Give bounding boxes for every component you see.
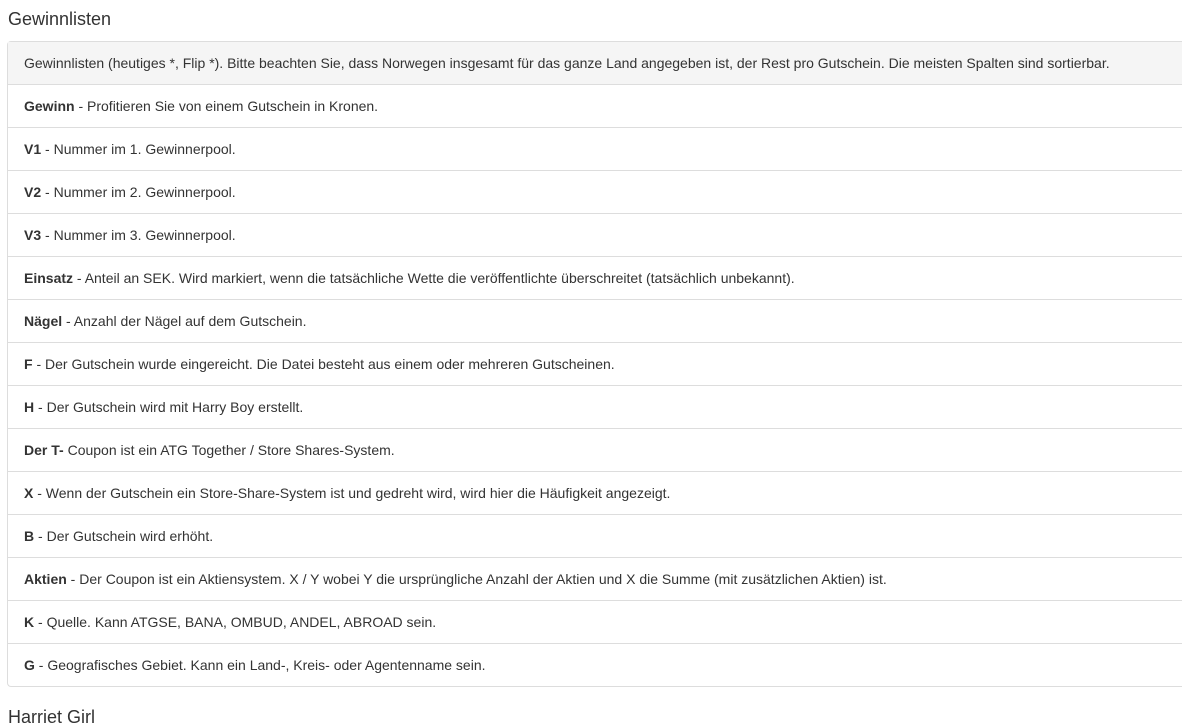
legend-term: Der T- [24, 442, 64, 458]
legend-separator: - [41, 227, 54, 243]
list-item [8, 257, 1182, 300]
legend-separator: - [34, 528, 47, 544]
legend-term: Gewinn [24, 98, 75, 114]
legend-description: Anzahl der Nägel auf dem Gutschein. [73, 313, 307, 329]
legend-description: Geografisches Gebiet. Kann ein Land-, Kreis- oder Agentenname sein. [47, 657, 486, 673]
legend-separator: - [66, 571, 80, 587]
list-item [8, 386, 1182, 429]
legend-description: Anteil an SEK. Wird markiert, wenn die tatsächliche Wette die veröffentlichte überschreitet (tatsächlich unbekannt). [84, 270, 795, 286]
list-item [8, 558, 1182, 601]
legend-description: Coupon ist ein ATG Together / Store Shares-System. [67, 442, 395, 458]
list-item [8, 300, 1182, 343]
legend-separator: - [41, 141, 54, 157]
legend-term: V1 [24, 141, 42, 157]
legend-term: H [24, 399, 35, 415]
legend-description: Der Gutschein wird mit Harry Boy erstellt. [46, 399, 304, 415]
list-item [8, 429, 1182, 472]
legend-term: G [24, 657, 35, 673]
legend-description: Wenn der Gutschein ein Store-Share-System ist und gedreht wird, wird hier die Häufigkeit angezeigt. [45, 485, 671, 501]
next-section-title: Harriet Girl [8, 707, 96, 727]
legend-list [8, 85, 1182, 686]
legend-term: Nägel [24, 313, 63, 329]
legend-term: V3 [24, 227, 42, 243]
legend-term: Aktien [24, 571, 67, 587]
legend-separator: - [34, 657, 48, 673]
legend-separator: - [41, 184, 54, 200]
legend-term: Einsatz [24, 270, 74, 286]
legend-description: Der Gutschein wird erhöht. [46, 528, 214, 544]
page-title: Gewinnlisten [8, 9, 112, 29]
legend-term: X [24, 485, 34, 501]
legend-separator: - [34, 399, 47, 415]
legend-separator: - [74, 98, 88, 114]
legend-description: Nummer im 1. Gewinnerpool. [53, 141, 236, 157]
list-item [8, 85, 1182, 128]
legend-description: Der Gutschein wurde eingereicht. Die Datei besteht aus einem oder mehreren Gutscheinen. [45, 356, 615, 372]
legend-separator: - [32, 356, 46, 372]
list-item [8, 171, 1182, 214]
legend-separator: - [34, 614, 47, 630]
list-item [8, 214, 1182, 257]
legend-separator: - [33, 485, 46, 501]
legend-separator: - [62, 313, 74, 329]
list-item [8, 472, 1182, 515]
legend-panel [7, 41, 1182, 687]
legend-description: Quelle. Kann ATGSE, BANA, OMBUD, ANDEL, ABROAD sein. [46, 614, 437, 630]
legend-separator: - [73, 270, 85, 286]
list-item [8, 343, 1182, 386]
list-item [8, 644, 1182, 686]
legend-term: K [24, 614, 35, 630]
legend-description: Profitieren Sie von einem Gutschein in Kronen. [87, 98, 379, 114]
list-item [8, 601, 1182, 644]
legend-term: F [24, 356, 33, 372]
list-item [8, 128, 1182, 171]
list-item [8, 515, 1182, 558]
legend-description: Nummer im 3. Gewinnerpool. [53, 227, 236, 243]
legend-term: V2 [24, 184, 42, 200]
legend-description: Der Coupon ist ein Aktiensystem. X / Y wobei Y die ursprüngliche Anzahl der Aktien und X die Summe (mit zusätzlichen Aktien) ist. [79, 571, 887, 587]
legend-description: Nummer im 2. Gewinnerpool. [53, 184, 236, 200]
legend-term: B [24, 528, 35, 544]
panel-heading: Gewinnlisten (heutiges *, Flip *). Bitte beachten Sie, dass Norwegen insgesamt für das ganze Land angegeben ist, der Rest pro Gutschein. Die meisten Spalten sind sortierbar. [8, 42, 1182, 85]
